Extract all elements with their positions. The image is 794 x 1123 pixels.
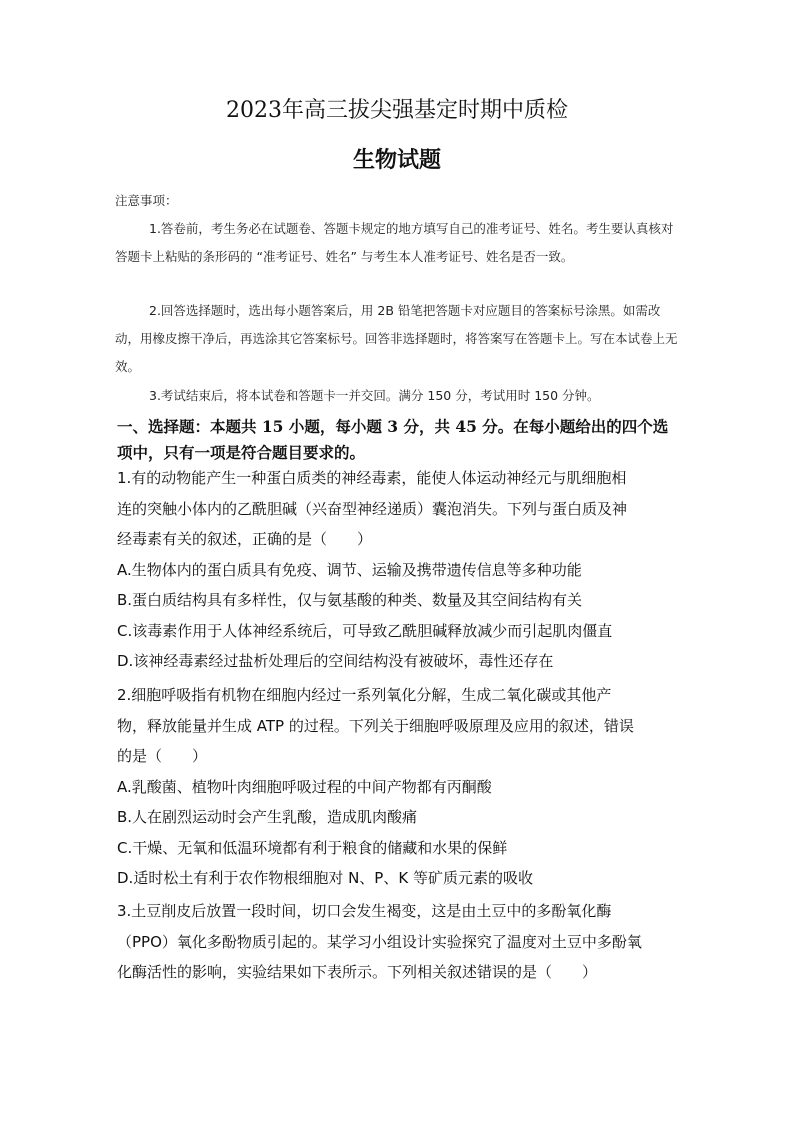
question-2-stem-line-1: 2.细胞呼吸指有机物在细胞内经过一系列氧化分解，生成二氧化碳或其他产	[117, 686, 612, 704]
question-1-stem-line-1: 1.有的动物能产生一种蛋白质类的神经毒素，能使人体运动神经元与肌细胞相	[117, 469, 627, 487]
notice-item-3: 3.考试结束后，将本试卷和答题卡一并交回。满分 150 分，考试用时 150 分钟。	[149, 388, 600, 403]
question-3	[117, 896, 682, 988]
question-2-stem-line-2: 物，释放能量并生成 ATP 的过程。下列关于细胞呼吸原理及应用的叙述，错误	[117, 716, 634, 735]
question-2-option-d: D.适时松土有利于农作物根细胞对 N、P、K 等矿质元素的吸收	[117, 869, 533, 887]
section-heading: 一、选择题：本题共 15 小题，每小题 3 分，共 45 分。在每小题给出的四个选项中，只有一项是符合题目要求的。	[117, 417, 669, 462]
question-3-stem-line-2: （PPO）氧化多酚物质引起的。某学习小组设计实验探究了温度对土豆中多酚氧	[117, 932, 642, 951]
question-3-stem-line-1: 3.土豆削皮后放置一段时间，切口会发生褐变，这是由土豆中的多酚氧化酶	[117, 902, 612, 920]
question-3-stem-line-3: 化酶活性的影响，实验结果如下表所示。下列相关叙述错误的是（ ）	[117, 963, 598, 981]
question-1-option-a: A.生物体内的蛋白质具有免疫、调节、运输及携带遗传信息等多种功能	[117, 560, 582, 579]
question-1	[117, 463, 682, 677]
question-2-option-a: A.乳酸菌、植物叶肉细胞呼吸过程的中间产物都有丙酮酸	[117, 777, 492, 796]
exam-title: 2023年高三拔尖强基定时期中质检	[226, 98, 568, 123]
question-1-stem-line-2: 连的突触小体内的乙酰胆碱（兴奋型神经递质）囊泡消失。下列与蛋白质及神	[117, 499, 628, 518]
notice-item-2: 2.回答选择题时，选出每小题答案后，用 2B 铅笔把答题卡对应题目的答案标号涂黑。如需改动，用橡皮擦干净后，再选涂其它答案标号。回答非选择题时，将答案写在答题卡上。写在本试卷上无效。	[115, 303, 678, 374]
question-1-option-d: D.该神经毒素经过盐析处理后的空间结构没有被破坏，毒性还存在	[117, 652, 554, 670]
question-1-option-c: C.该毒素作用于人体神经系统后，可导致乙酰胆碱释放减少而引起肌肉僵直	[117, 621, 613, 640]
notice-item-1: 1.答卷前，考生务必在试题卷、答题卡规定的地方填写自己的准考证号、姓名。考生要认真核对答题卡上粘贴的条形码的 “准考证号、姓名” 与考生本人准考证号、姓名是否一致。	[115, 221, 674, 264]
exam-subtitle: 生物试题	[352, 147, 441, 173]
question-2-option-b: B.人在剧烈运动时会产生乳酸，造成肌肉酸痛	[117, 808, 418, 826]
question-2	[117, 680, 682, 894]
question-2-option-c: C.干燥、无氧和低温环境都有利于粮食的储藏和水果的保鲜	[117, 838, 508, 857]
question-1-stem-line-3: 经毒素有关的叙述，正确的是（ ）	[117, 530, 373, 548]
notice-label: 注意事项：	[115, 193, 178, 208]
question-2-stem-line-3: 的是（ ）	[117, 747, 208, 765]
question-1-option-b: B.蛋白质结构具有多样性，仅与氨基酸的种类、数量及其空间结构有关	[117, 591, 583, 609]
